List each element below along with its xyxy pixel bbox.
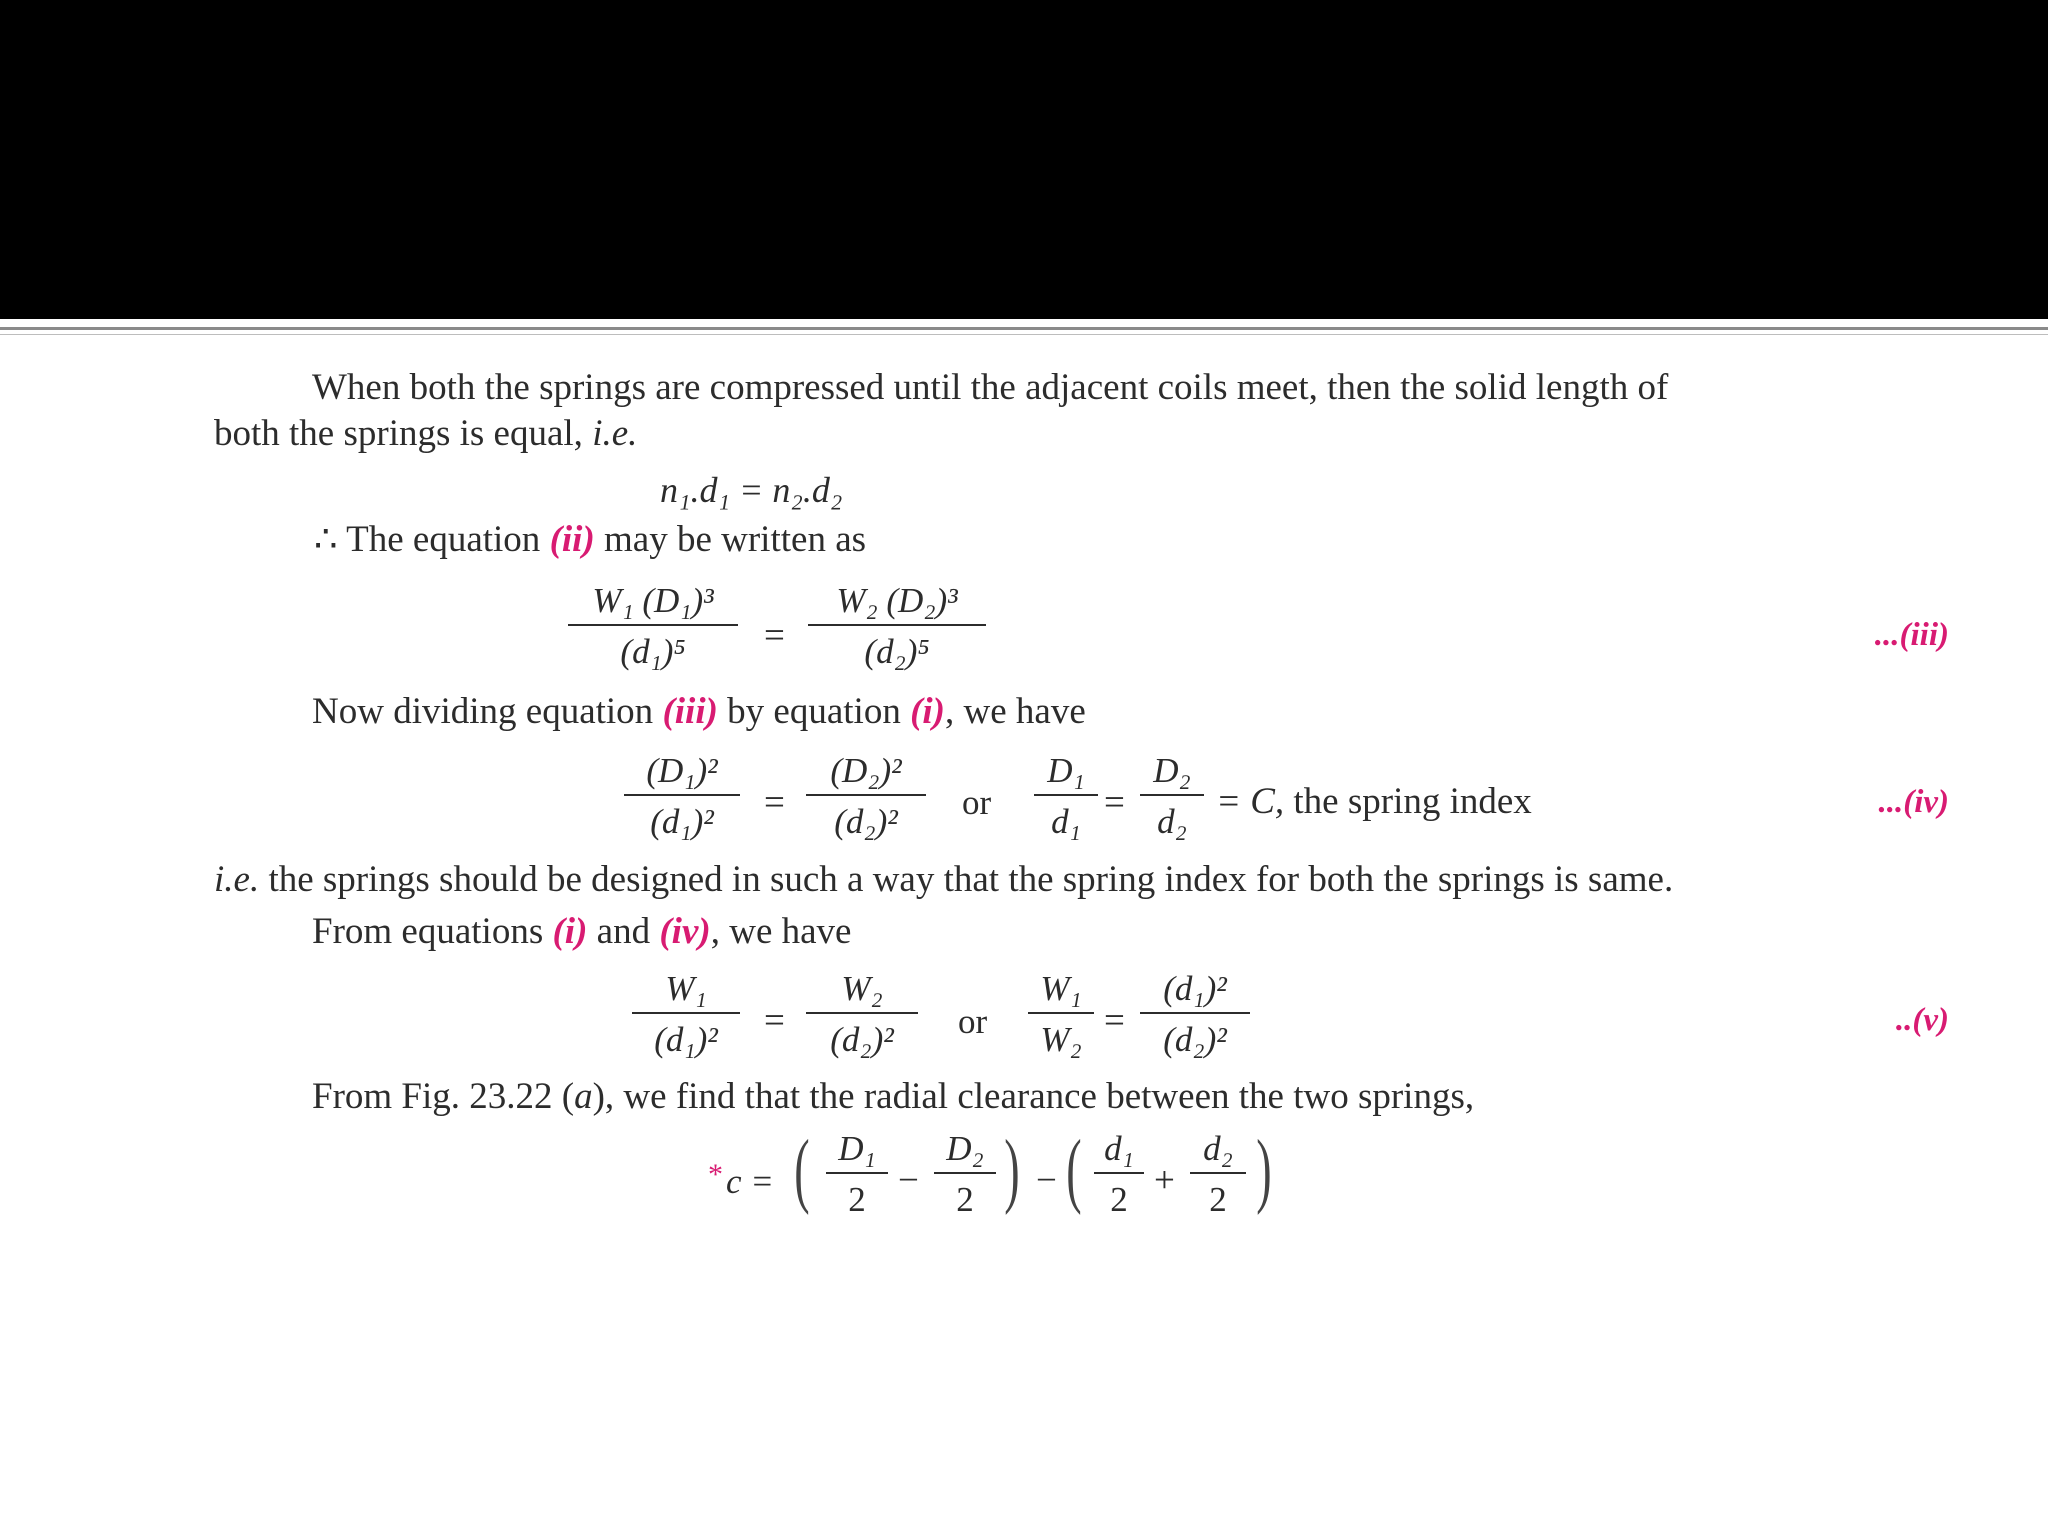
- eq4-ratio2-fraction: [1140, 753, 1204, 839]
- eq3-rhs-fraction: [808, 583, 986, 669]
- clearance-fraction-1: [826, 1131, 888, 1217]
- plus-sign: +: [1154, 1160, 1175, 1201]
- text: , we have: [710, 911, 852, 952]
- ie-line: [214, 861, 1673, 898]
- minus-sign: −: [898, 1160, 919, 1201]
- denominator: (d₂)⁵: [864, 632, 930, 671]
- numerator: W₁ (D₁)³: [592, 581, 714, 620]
- equation-solid-length: n₁.d₁ = n₂.d₂: [660, 470, 843, 510]
- equals-sign: =: [1104, 1000, 1125, 1041]
- equation-tag: ...(iii): [1874, 617, 1949, 653]
- denominator: (d₁)²: [650, 802, 714, 841]
- or-text: or: [962, 783, 992, 822]
- left-paren: (: [794, 1123, 810, 1216]
- from-equations-line: [312, 913, 851, 950]
- text: the spring index: [1284, 781, 1532, 822]
- text: and: [587, 911, 660, 952]
- eq5-ratio2-fraction: [1140, 971, 1250, 1057]
- numerator: (D₂)²: [830, 751, 902, 790]
- spring-index-text: [1216, 783, 1532, 820]
- paragraph-line: When both the springs are compressed until the adjacent coils meet, then the solid length of: [312, 367, 1669, 408]
- eq5-lhs-fraction: [632, 971, 740, 1057]
- numerator: D₂: [946, 1129, 984, 1168]
- equals-sign: =: [764, 782, 785, 823]
- denominator: 2: [848, 1180, 866, 1219]
- ie-text: i.e.: [214, 859, 260, 900]
- equation-tag: ...(iv): [1878, 784, 1949, 820]
- numerator: W₁: [1040, 969, 1082, 1008]
- eq5-ratio1-fraction: [1028, 971, 1094, 1057]
- denominator: (d₁)⁵: [620, 632, 686, 671]
- equation-tag: ..(v): [1895, 1002, 1949, 1038]
- text: From Fig. 23.22 (: [312, 1076, 575, 1117]
- denominator: (d₁)²: [654, 1020, 718, 1059]
- c-equals: c =: [726, 1162, 774, 1201]
- numerator: W₁: [665, 969, 707, 1008]
- clearance-fraction-2: [934, 1131, 996, 1217]
- text: the springs should be designed in such a way that the spring index for both the springs is same.: [259, 859, 1674, 900]
- eq4-ratio1-fraction: [1034, 753, 1098, 839]
- equation-ref: (ii): [549, 519, 595, 560]
- numerator: (D₁)²: [646, 751, 718, 790]
- text: ∴ The equation: [314, 519, 550, 560]
- clearance-fraction-4: [1190, 1131, 1246, 1217]
- denominator: d₂: [1157, 802, 1187, 841]
- numerator: W₂: [841, 969, 883, 1008]
- equals-sign: =: [764, 615, 785, 656]
- numerator: (d₁)²: [1163, 969, 1227, 1008]
- denominator: (d₂)²: [1163, 1020, 1227, 1059]
- left-paren: (: [1066, 1123, 1082, 1216]
- dividing-line: [312, 693, 1086, 730]
- ie-text: i.e.: [592, 413, 638, 454]
- numerator: W₂ (D₂)³: [836, 581, 958, 620]
- divider-line: [0, 327, 2048, 330]
- equals-sign: =: [1104, 782, 1125, 823]
- text: both the springs is equal,: [214, 413, 593, 454]
- text: , we have: [945, 691, 1086, 732]
- equation-ref: (i): [552, 911, 588, 952]
- fig-letter: a: [574, 1076, 593, 1117]
- minus-sign: −: [1036, 1160, 1057, 1201]
- equation-ref: (iv): [659, 911, 711, 952]
- divider-line-thin: [0, 334, 2048, 335]
- right-paren: ): [1004, 1123, 1020, 1216]
- text: Now dividing equation: [312, 691, 663, 732]
- text: ), we find that the radial clearance between the two springs,: [592, 1076, 1475, 1117]
- right-paren: ): [1256, 1123, 1272, 1216]
- eq5-rhs-fraction: [806, 971, 918, 1057]
- denominator: 2: [1110, 1180, 1128, 1219]
- eq4-lhs-fraction: [624, 753, 740, 839]
- numerator: D₁: [1047, 751, 1085, 790]
- from-fig-line: [312, 1078, 1474, 1115]
- title-band: [0, 0, 2048, 319]
- or-text: or: [958, 1002, 988, 1041]
- paragraph-line: [214, 415, 637, 452]
- numerator: D₁: [838, 1129, 876, 1168]
- denominator: 2: [956, 1180, 974, 1219]
- clearance-fraction-3: [1094, 1131, 1144, 1217]
- eq3-lhs-fraction: [568, 583, 738, 669]
- equation-ref: (iii): [662, 691, 718, 732]
- equals-sign: =: [764, 1000, 785, 1041]
- denominator: 2: [1209, 1180, 1227, 1219]
- numerator: d₂: [1203, 1129, 1233, 1168]
- eq4-rhs-fraction: [806, 753, 926, 839]
- therefore-line: [314, 521, 866, 558]
- numerator: d₁: [1104, 1129, 1134, 1168]
- text: From equations: [312, 911, 553, 952]
- footnote-star: *: [708, 1158, 723, 1191]
- denominator: (d₂)²: [834, 802, 898, 841]
- denominator: W₂: [1040, 1020, 1082, 1059]
- equation-ref: (i): [910, 691, 946, 732]
- numerator: D₂: [1153, 751, 1191, 790]
- denominator: d₁: [1051, 802, 1081, 841]
- c-equals: = C,: [1216, 781, 1285, 822]
- text: may be written as: [594, 519, 867, 560]
- text: by equation: [717, 691, 911, 732]
- denominator: (d₂)²: [830, 1020, 894, 1059]
